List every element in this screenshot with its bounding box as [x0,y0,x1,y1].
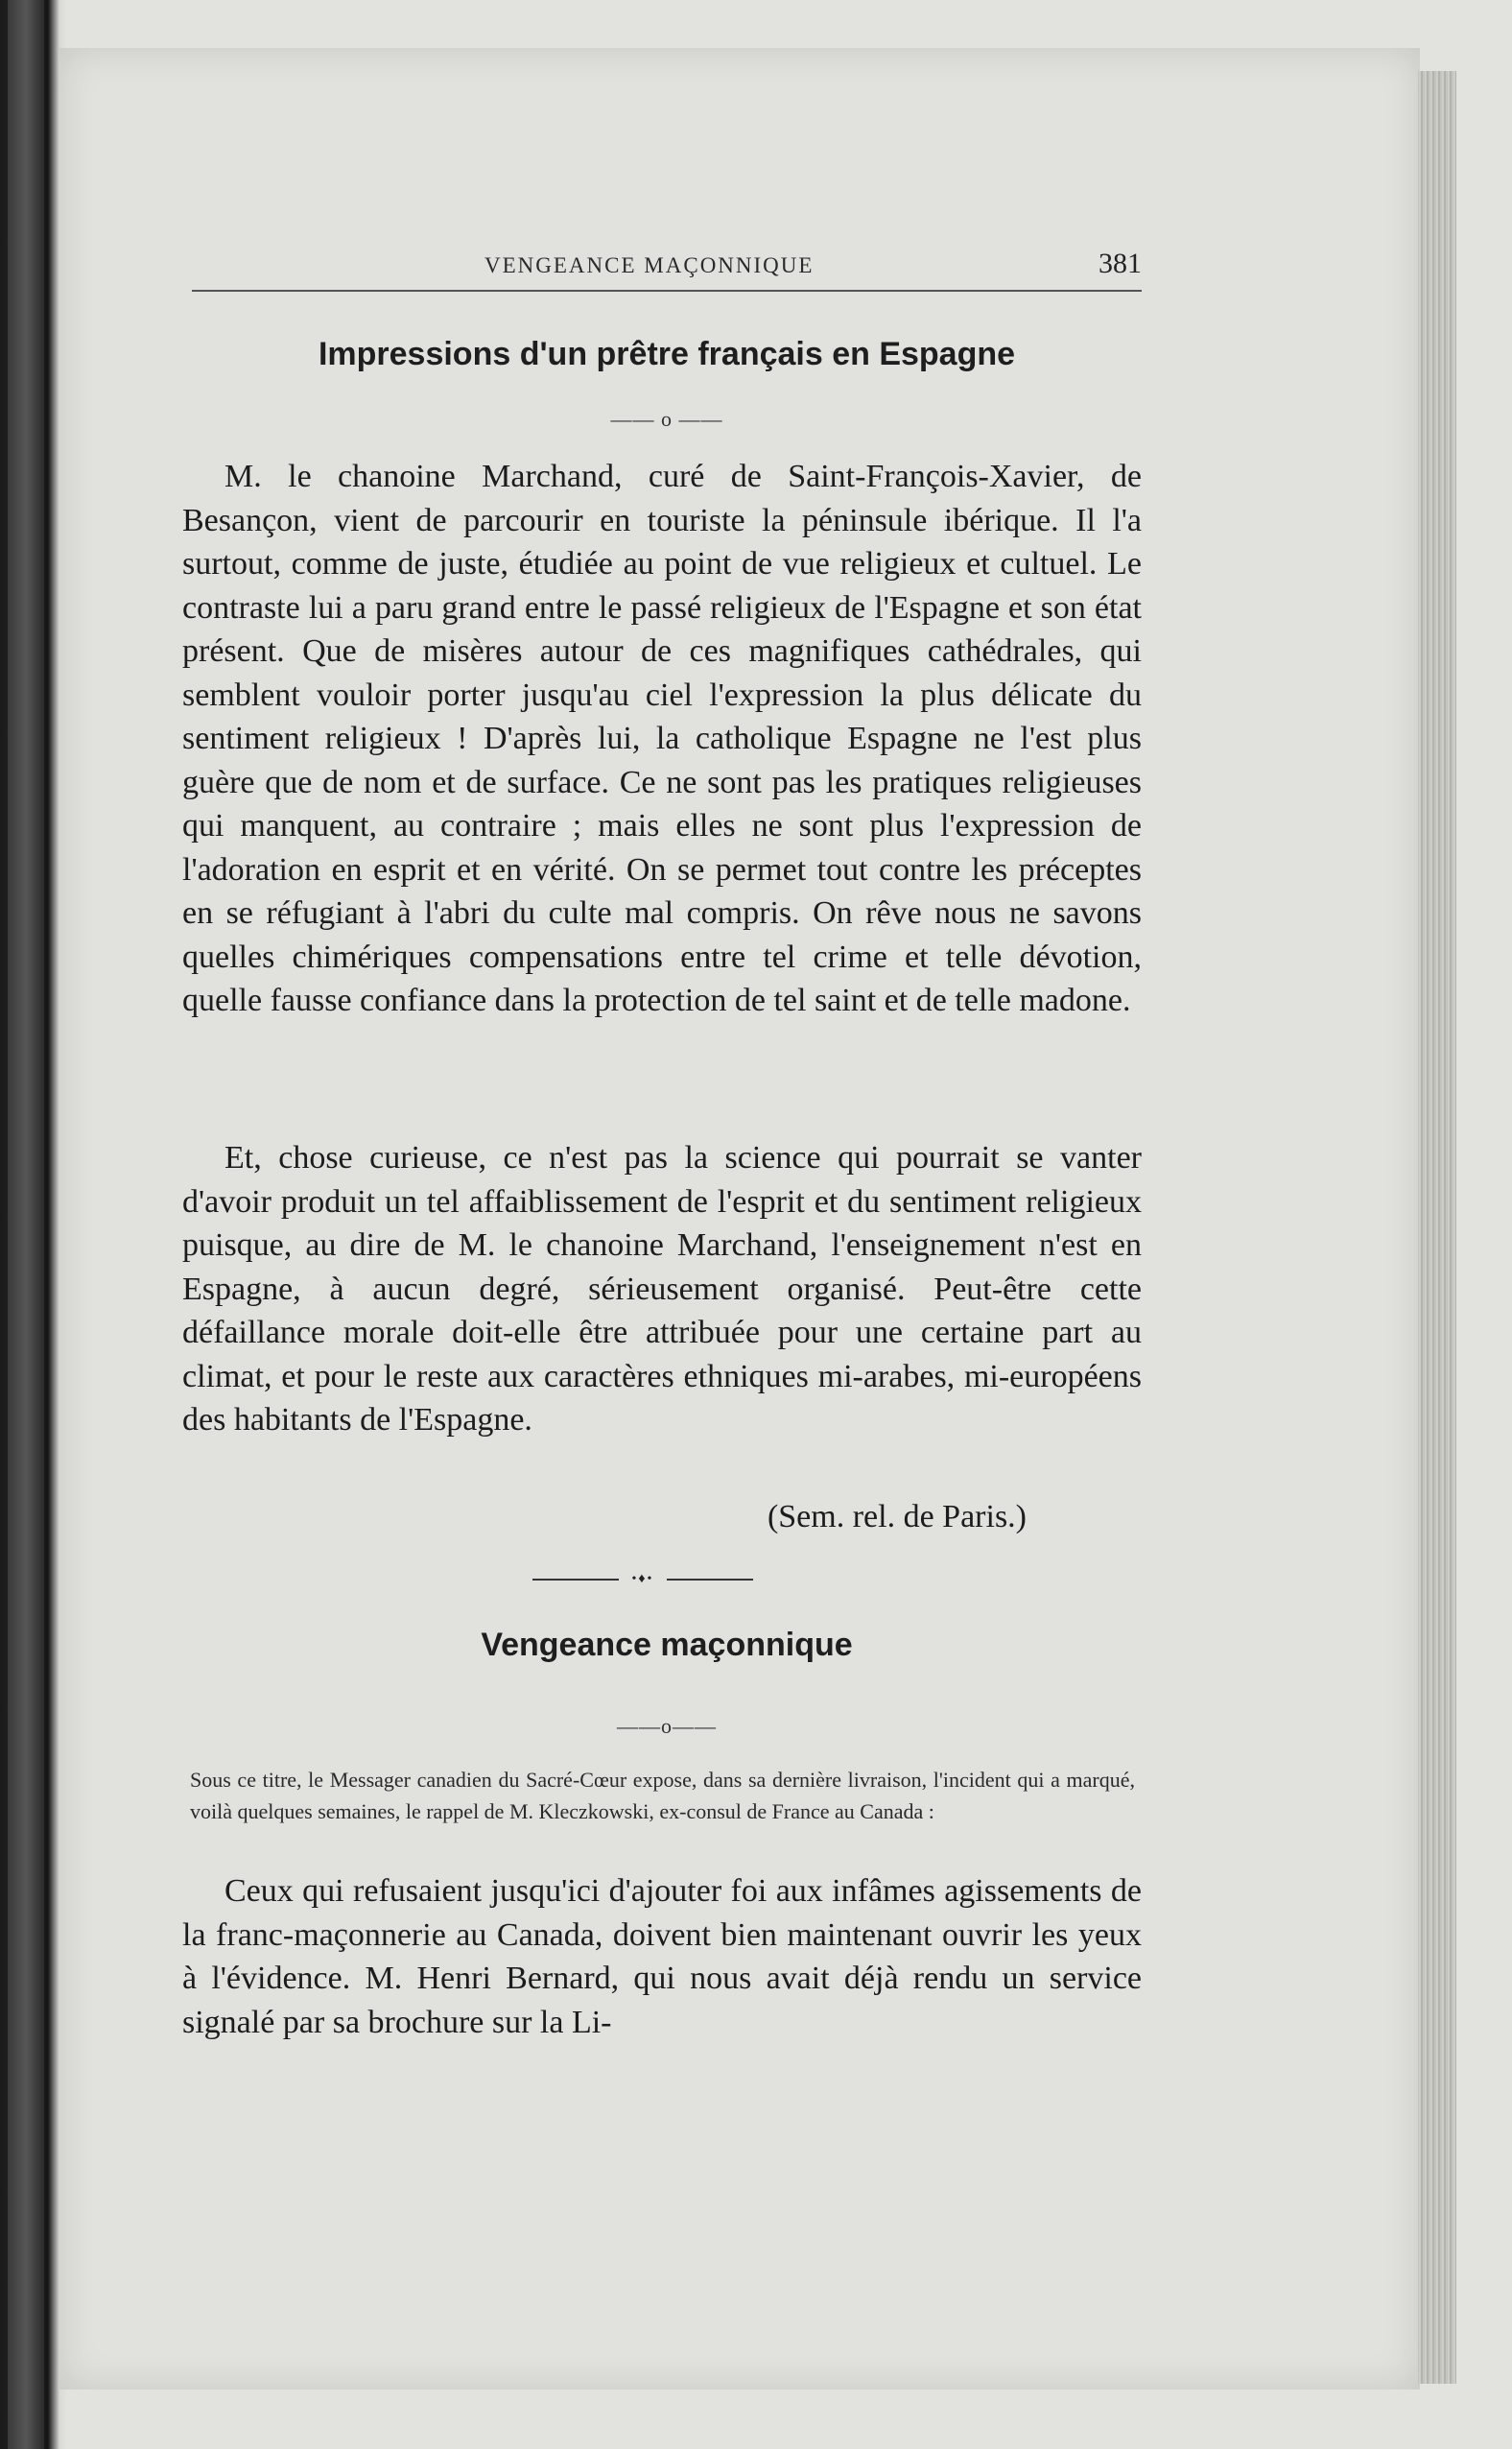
page-header [192,248,1142,292]
source-citation: (Sem. rel. de Paris.) [767,1499,1027,1534]
section-separator: —— o —— [610,407,723,431]
divider-line [532,1579,619,1581]
running-head: VENGEANCE MAÇONNIQUE [484,253,815,277]
article-body [182,1136,1142,1442]
page-number: 381 [1099,248,1142,279]
ornamental-divider [532,1572,753,1585]
paragraph: M. le chanoine Marchand, curé de Saint-François-Xavier, de Besançon, vient de parcourir en touriste la péninsule ibérique. Il l'a surtout, comme de juste, étudiée au point de vue religieux et cultuel. Le contraste lui a paru grand entre le passé religieux de l'Espagne et son état présent. Que de misères autour de ces magnifiques cathédrales, qui semblent vouloir porter jusqu'au ciel l'expression la plus délicate du sentiment religieux ! D'après lui, la catholique Espagne ne l'est plus guère que de nom et de surface. Ce ne sont pas les pratiques religieuses qui manquent, au contraire ; mais elles ne sont plus l'expression de l'adoration en esprit et en vérité. On se permet tout contre les préceptes en se réfugiant à l'abri du culte mal compris. On rêve nous ne savons quelles chimériques compensations entre tel crime et telle dévotion, quelle fausse confiance dans la protection de tel saint et de telle madone. [182,459,1142,1018]
note-text: Sous ce titre, le Messager canadien du Sacré-Cœur expose, dans sa dernière livraison, l'incident qui a marqué, voilà quelques semaines, le rappel de M. Kleczkowski, ex-consul de France au Canada : [190,1768,1135,1823]
page-edges [1418,71,1456,2384]
divider-ornament: •♦• [631,1572,654,1586]
article-body [182,455,1142,1023]
book-spine [8,0,44,2449]
section-separator: ——o—— [617,1714,717,1738]
introductory-note [190,1764,1135,1827]
divider-line [667,1579,753,1581]
article-body [182,1869,1142,2044]
article-title: Vengeance maçonnique [481,1627,853,1663]
paragraph: Ceux qui refusaient jusqu'ici d'ajouter foi aux infâmes agissements de la franc-maçonnerie au Canada, doivent bien maintenant ouvrir les yeux à l'évidence. M. Henri Bernard, qui nous avait déjà rendu un service signalé par sa brochure sur la Li- [182,1873,1142,2040]
article-title: Impressions d'un prêtre français en Espagne [318,336,1016,372]
paragraph: Et, chose curieuse, ce n'est pas la science qui pourrait se vanter d'avoir produit un tel affaiblissement de l'esprit et du sentiment religieux puisque, au dire de M. le chanoine Marchand, l'enseignement n'est en Espagne, à aucun degré, sérieusement organisé. Peut-être cette défaillance morale doit-elle être attribuée pour une certaine part au climat, et pour le reste aux caractères ethniques mi-arabes, mi-européens des habitants de l'Espagne. [182,1140,1142,1438]
